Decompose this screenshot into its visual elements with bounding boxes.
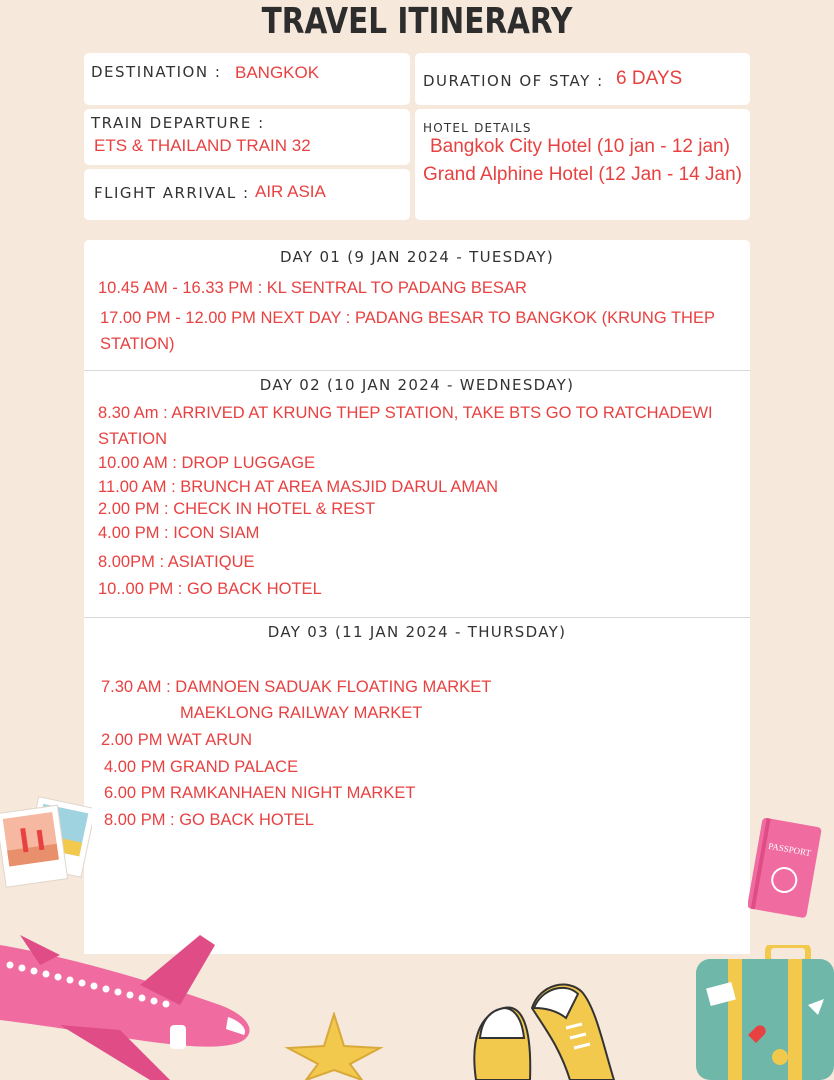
train-value: ETS & THAILAND TRAIN 32 — [94, 136, 311, 155]
train-card — [84, 109, 410, 165]
suitcase-icon — [688, 945, 834, 1080]
flight-value: AIR ASIA — [255, 182, 326, 201]
starfish-icon — [282, 1012, 384, 1080]
hotel-card — [415, 109, 750, 220]
duration-label: DURATION OF STAY : — [423, 72, 604, 90]
hotel-item: Bangkok City Hotel (10 jan - 12 jan) — [430, 136, 730, 157]
passport-text: PASSPORT — [767, 840, 812, 859]
flight-label: FLIGHT ARRIVAL : — [94, 184, 250, 202]
destination-value: BANGKOK — [235, 63, 320, 82]
sneakers-icon — [470, 978, 620, 1080]
schedule-line: STATION) — [100, 335, 175, 353]
day-heading: DAY 03 (11 JAN 2024 - THURSDAY) — [267, 623, 567, 641]
schedule-line: 4.00 PM : ICON SIAM — [98, 524, 260, 542]
schedule-line: 10.45 AM - 16.33 PM : KL SENTRAL TO PADANG BESAR — [98, 279, 527, 297]
schedule-line: STATION — [98, 430, 168, 448]
schedule-line: 2.00 PM : CHECK IN HOTEL & REST — [98, 500, 376, 518]
day-divider — [84, 617, 750, 618]
schedule-line: 7.30 AM : DAMNOEN SADUAK FLOATING MARKET — [101, 678, 492, 696]
schedule-line: 11.00 AM : BRUNCH AT AREA MASJID DARUL AMAN — [98, 478, 499, 496]
day-heading: DAY 01 (9 JAN 2024 - TUESDAY) — [279, 248, 555, 266]
hotel-item: Grand Alphine Hotel (12 Jan - 14 Jan) — [423, 164, 742, 185]
schedule-line: MAEKLONG RAILWAY MARKET — [180, 704, 423, 722]
schedule-line: 8.00PM : ASIATIQUE — [98, 553, 255, 571]
flight-card — [84, 169, 410, 220]
schedule-line: 10..00 PM : GO BACK HOTEL — [98, 580, 322, 598]
destination-label: DESTINATION : — [91, 63, 222, 81]
day-divider — [84, 370, 750, 371]
day-heading: DAY 02 (10 JAN 2024 - WEDNESDAY) — [259, 376, 575, 394]
duration-value: 6 DAYS — [616, 68, 683, 89]
passport-icon — [748, 818, 822, 922]
schedule-panel — [84, 240, 750, 954]
hotel-label: HOTEL DETAILS — [423, 121, 532, 135]
schedule-line: 10.00 AM : DROP LUGGAGE — [98, 454, 316, 472]
page-title: TRAVEL ITINERARY — [261, 1, 573, 42]
schedule-line: 4.00 PM GRAND PALACE — [104, 758, 299, 776]
schedule-line: 17.00 PM - 12.00 PM NEXT DAY : PADANG BESAR TO BANGKOK (KRUNG THEP — [100, 309, 715, 327]
schedule-line: 8.30 Am : ARRIVED AT KRUNG THEP STATION, TAKE BTS GO TO RATCHADEWI — [98, 404, 713, 422]
airplane-icon — [0, 925, 262, 1080]
polaroid-photos-icon — [0, 790, 92, 890]
destination-card — [84, 53, 410, 105]
schedule-line: 2.00 PM WAT ARUN — [101, 731, 252, 749]
schedule-line: 6.00 PM RAMKANHAEN NIGHT MARKET — [104, 784, 416, 802]
train-label: TRAIN DEPARTURE : — [91, 114, 265, 132]
duration-card — [415, 53, 750, 105]
schedule-line: 8.00 PM : GO BACK HOTEL — [104, 811, 314, 829]
